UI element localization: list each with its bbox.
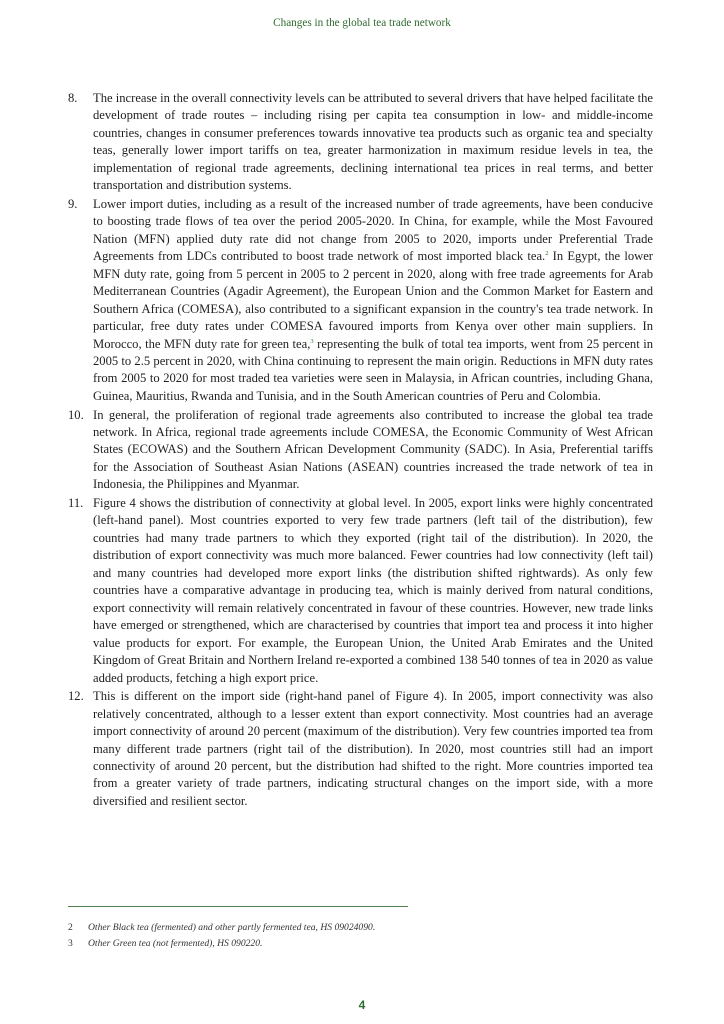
footnote-2 [68, 920, 653, 936]
paragraph-number: 8. [68, 91, 78, 105]
paragraph-text-part: representing the bulk of total tea imports, went from 25 percent in 2005 to 2.5 percent in 2020, with China continuing to represent the main origin. Reductions in MFN duty rates from 2005 to 2020 for most traded tea varieties were seen in Malaysia, in African countries, including Ghana, Guinea, Mauritius, Rwanda and Tunisia, and in the South American countries of Peru and Colombia. [93, 336, 653, 403]
page-number: 4 [358, 998, 366, 1012]
footnote-number: 2 [68, 922, 73, 933]
footnote-text: Other Black tea (fermented) and other partly fermented tea, HS 09024090. [88, 922, 376, 933]
footnotes [68, 920, 653, 951]
running-header: Changes in the global tea trade network [273, 17, 451, 29]
paragraph-9 [68, 196, 653, 405]
footnote-number: 3 [68, 937, 73, 949]
paragraph-text: This is different on the import side (right-hand panel of Figure 4). In 2005, import connectivity was also relatively concentrated, although to a lesser extent than export connectivity. Most countries had an average import connectivity of around 20 percent (maximum of the distribution). Very few countries imported tea from many different trade partners (right tail of the distribution). In 2020, most countries still had an import connectivity of around 20 percent, but the distribution had shifted to the right. More countries imported tea from a greater variety of trade partners, indicating structural changes on the import side, with a more diversified and resilient sector. [93, 689, 653, 808]
body-text [68, 90, 653, 812]
paragraph-text: The increase in the overall connectivity levels can be attributed to several drivers that have helped facilitate the development of trade routes – including rising per capita tea consumption in low- and middle-income countries, changes in consumer preferences towards innovative tea products such as organic tea and specialty teas, generally lower import tariffs on tea, greater harmonization in maximum residue levels in tea, the implementation of regional trade agreements, declining international tea prices in real terms, and better transportation and distribution systems. [93, 91, 653, 193]
footnote-text: Other Green tea (not fermented), HS 090220. [88, 937, 263, 949]
paragraph-number: 11. [68, 495, 84, 510]
paragraph-text: Figure 4 shows the distribution of connectivity at global level. In 2005, export links were highly concentrated (left-hand panel). Most countries exported to very few trade partners (left tail of the distribution), few countries had many trade partners to which they exported (right tail of the distribution). In 2020, the distribution of export connectivity was much more balanced. Fewer countries had low connectivity (left tail) and many countries had developed more export links (the distribution shifted rightwards). As only few countries have a comparative advantage in producing tea, which is mainly derived from natural conditions, export connectivity will remain relatively concentrated in favour of these countries. However, new trade links have emerged or strengthened, which are characterised by countries that import tea and process it into higher value products for export. For example, the European Union, the United Arab Emirates and the United Kingdom of Great Britain and Northern Ireland re-exported a combined 138 540 tonnes of tea in 2020 as value added products, fetching a high export price. [93, 495, 653, 685]
paragraph-8 [68, 90, 653, 195]
paragraph-text-part: Lower import duties, including as a result of the increased number of trade agreements, have been conducive to boosting trade flows of tea over the period 2005-2020. In China, for example, while the Most Favoured Nation (MFN) applied duty rate did not change from 2005 to 2020, imports under Preferential Trade Agreements from LDCs contributed to boost trade network of most imported black tea. [93, 196, 653, 264]
paragraph-12 [68, 688, 653, 810]
footnote-ref-2[interactable]: 2 [545, 250, 549, 258]
paragraph-10 [68, 407, 653, 494]
paragraph-number: 9. [68, 196, 78, 211]
footnote-divider [68, 906, 408, 907]
paragraph-11 [68, 495, 653, 687]
paragraph-text-part: In Egypt, the lower MFN duty rate, going from 5 percent in 2005 to 2 percent in 2020, along with free trade agreements for Arab Mediterranean Countries (Agadir Agreement), the European Union and the Common Market for Eastern and Southern Africa (COMESA), also contributed to a significant expansion in the country's tea trade network. In particular, free duty rates under COMESA favoured imports from Kenya over other main suppliers. In Morocco, the MFN duty rate for green tea, [93, 249, 653, 351]
footnote-ref-3[interactable]: 3 [310, 337, 314, 345]
footnote-3 [68, 936, 653, 952]
paragraph-number: 10. [68, 407, 84, 422]
paragraph-number: 12. [68, 689, 84, 704]
paragraph-text [93, 196, 653, 405]
paragraph-text: In general, the proliferation of regional trade agreements also contributed to increase the global tea trade network. In Africa, regional trade agreements include COMESA, the Economic Community of West African States (ECOWAS) and the Southern African Development Community (SADC). In Asia, Preferential tariffs for the Association of Southeast Asian Nations (ASEAN) countries increased the trade network of tea in Indonesia, the Philippines and Myanmar. [93, 407, 653, 492]
